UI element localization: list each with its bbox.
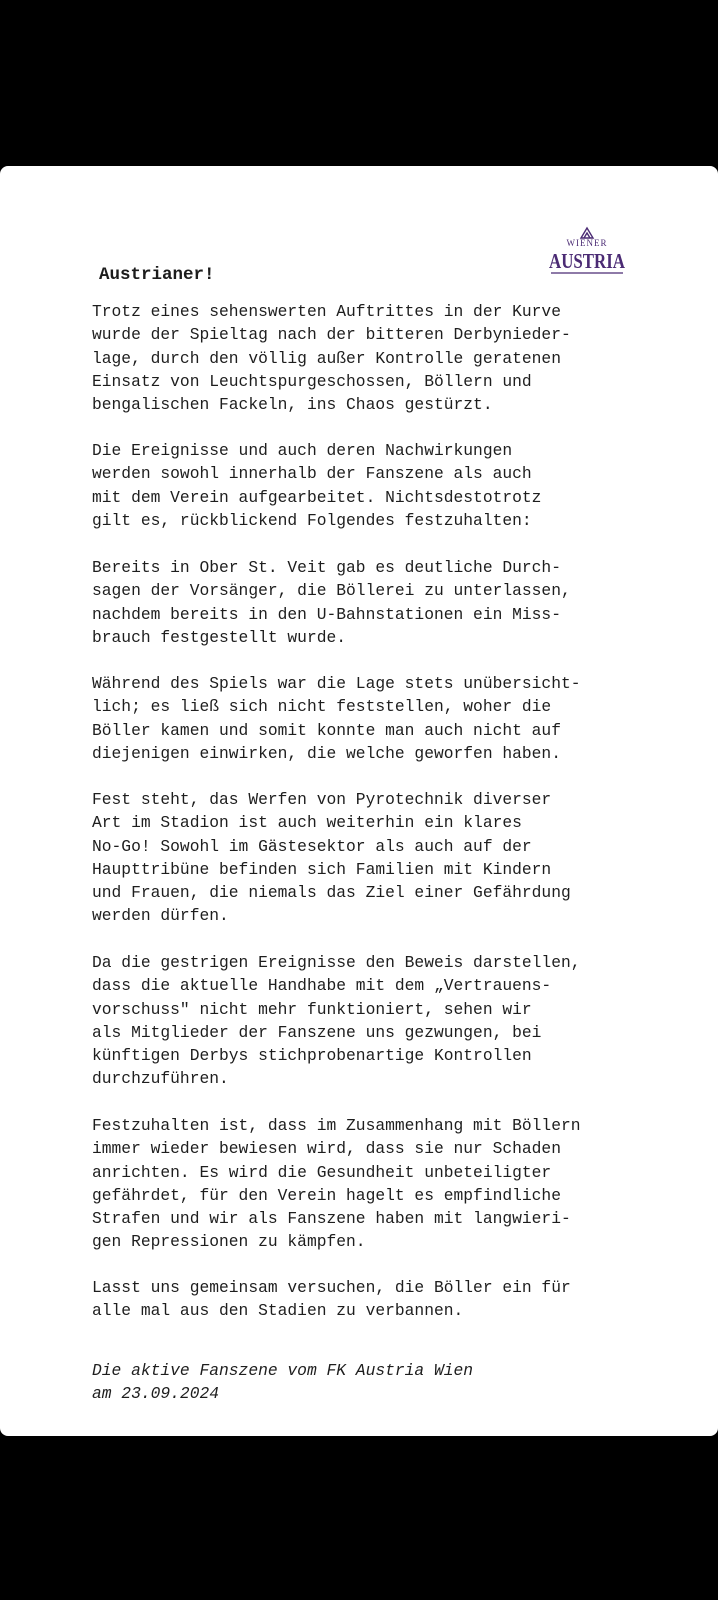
letter-greeting: Austrianer! (99, 265, 215, 285)
paragraph-line: sagen der Vorsänger, die Böllerei zu unterlassen, (92, 581, 571, 601)
paragraph-line: Da die gestrigen Ereignisse den Beweis darstellen, (92, 953, 581, 972)
paragraph-line: künftigen Derbys stichprobenartige Kontrollen (92, 1046, 532, 1066)
letter-page (0, 166, 718, 1436)
paragraph-line: diejenigen einwirken, die welche geworfen haben. (92, 743, 561, 763)
paragraph-line: wurde der Spieltag nach der bitteren Derbynieder- (92, 325, 571, 345)
signature-line: Die aktive Fanszene vom FK Austria Wien (92, 1361, 474, 1380)
paragraph-line: werden dürfen. (92, 906, 229, 926)
paragraph-line: Einsatz von Leuchtspurgeschossen, Böllern und (92, 371, 532, 391)
paragraph-line: gen Repressionen zu kämpfen. (92, 1232, 366, 1252)
paragraph-line: lage, durch den völlig außer Kontrolle geratenen (92, 348, 561, 368)
letter-signature (92, 1359, 473, 1406)
paragraph-line: Strafen und wir als Fanszene haben mit langwieri- (92, 1209, 571, 1229)
paragraph-line: lich; es ließ sich nicht feststellen, woher die (92, 697, 552, 717)
paragraph-line: Art im Stadion ist auch weiterhin ein klares (92, 813, 522, 833)
paragraph-line: vorschuss" nicht mehr funktioniert, sehen wir (92, 999, 532, 1019)
paragraph-line: Festzuhalten ist, dass im Zusammenhang mit Böllern (92, 1116, 581, 1135)
paragraph-line: Während des Spiels war die Lage stets unübersicht- (92, 674, 581, 693)
paragraph-line: mit dem Verein aufgearbeitet. Nichtsdestotrotz (92, 487, 542, 507)
paragraph-line: Lasst uns gemeinsam versuchen, die Böller ein für (92, 1278, 571, 1297)
paragraph-8 (92, 1276, 571, 1323)
paragraph-line: Bereits in Ober St. Veit gab es deutliche Durch- (92, 558, 561, 577)
paragraph-line: Trotz eines sehenswerten Auftrittes in der Kurve (92, 302, 561, 321)
paragraph-2 (92, 439, 541, 532)
logo-text-main: AUSTRIA (549, 249, 626, 273)
paragraph-6 (92, 951, 581, 1091)
wiener-austria-logo (544, 224, 630, 278)
paragraph-5 (92, 788, 571, 928)
paragraph-line: gilt es, rückblickend Folgendes festzuhalten: (92, 510, 532, 530)
paragraph-line: Fest steht, das Werfen von Pyrotechnik diverser (92, 790, 552, 809)
paragraph-line: als Mitglieder der Fanszene uns gezwungen, bei (92, 1022, 542, 1042)
paragraph-1 (92, 300, 571, 416)
signature-date: am 23.09.2024 (92, 1384, 220, 1404)
paragraph-7 (92, 1114, 581, 1254)
paragraph-line: werden sowohl innerhalb der Fanszene als auch (92, 464, 532, 484)
paragraph-line: Haupttribüne befinden sich Familien mit Kindern (92, 859, 552, 879)
paragraph-3 (92, 556, 571, 649)
paragraph-line: alle mal aus den Stadien zu verbannen. (92, 1301, 464, 1321)
paragraph-line: nachdem bereits in den U-Bahnstationen ein Miss- (92, 604, 561, 624)
paragraph-line: anrichten. Es wird die Gesundheit unbeteiligter (92, 1162, 552, 1182)
paragraph-line: Die Ereignisse und auch deren Nachwirkungen (92, 441, 513, 460)
paragraph-line: durchzuführen. (92, 1069, 229, 1089)
logo-text-top: WIENER (566, 238, 608, 248)
paragraph-line: bengalischen Fackeln, ins Chaos gestürzt. (92, 395, 493, 415)
paragraph-line: immer wieder bewiesen wird, dass sie nur Schaden (92, 1139, 561, 1159)
paragraph-line: brauch festgestellt wurde. (92, 627, 347, 647)
paragraph-line: No-Go! Sowohl im Gästesektor als auch auf der (92, 836, 532, 856)
paragraph-4 (92, 672, 581, 765)
paragraph-line: gefährdet, für den Verein hagelt es empfindliche (92, 1185, 561, 1205)
paragraph-line: und Frauen, die niemals das Ziel einer Gefährdung (92, 883, 571, 903)
paragraph-line: dass die aktuelle Handhabe mit dem „Vertrauens- (92, 976, 552, 996)
paragraph-line: Böller kamen und somit konnte man auch nicht auf (92, 720, 561, 740)
